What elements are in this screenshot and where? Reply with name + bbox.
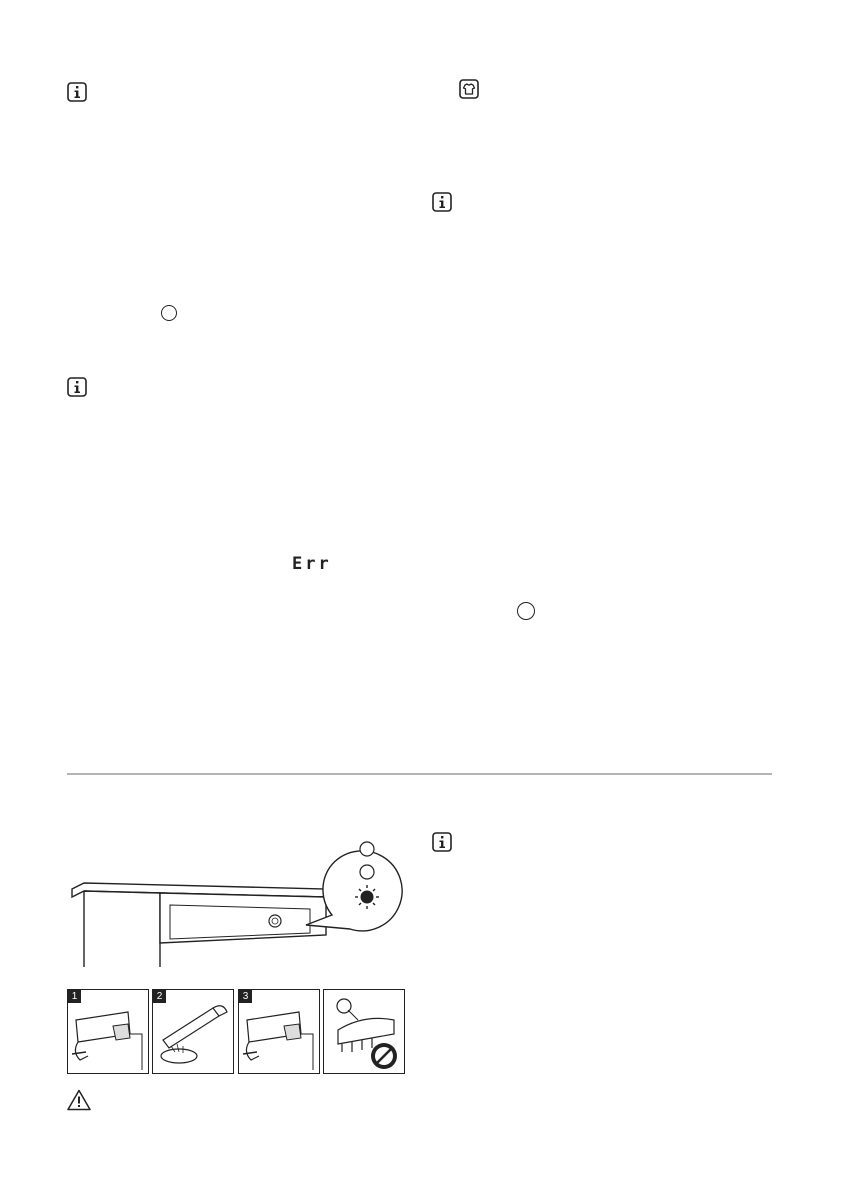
step-number: 2 [153, 990, 166, 1003]
garment-icon [459, 79, 479, 99]
iron-water-illustration [324, 990, 404, 1073]
info-icon [432, 832, 452, 852]
remove-container-illustration [68, 990, 148, 1073]
empty-container-illustration [153, 990, 233, 1073]
circle-indicator-icon [161, 305, 177, 321]
dryer-illustration [70, 825, 415, 973]
insert-container-illustration [239, 990, 319, 1073]
info-icon [432, 192, 452, 212]
step-number: 1 [68, 990, 81, 1003]
info-icon [67, 82, 87, 102]
circle-indicator-icon [517, 602, 535, 620]
step-panel-1 [67, 989, 149, 1074]
info-icon [67, 377, 87, 397]
warning-icon [67, 1089, 91, 1111]
step-panel-4 [323, 989, 405, 1074]
error-code-display: Err [292, 554, 332, 574]
step-number: 3 [239, 990, 252, 1003]
section-divider [67, 773, 772, 775]
step-panel-3 [238, 989, 320, 1074]
step-panel-2 [152, 989, 234, 1074]
